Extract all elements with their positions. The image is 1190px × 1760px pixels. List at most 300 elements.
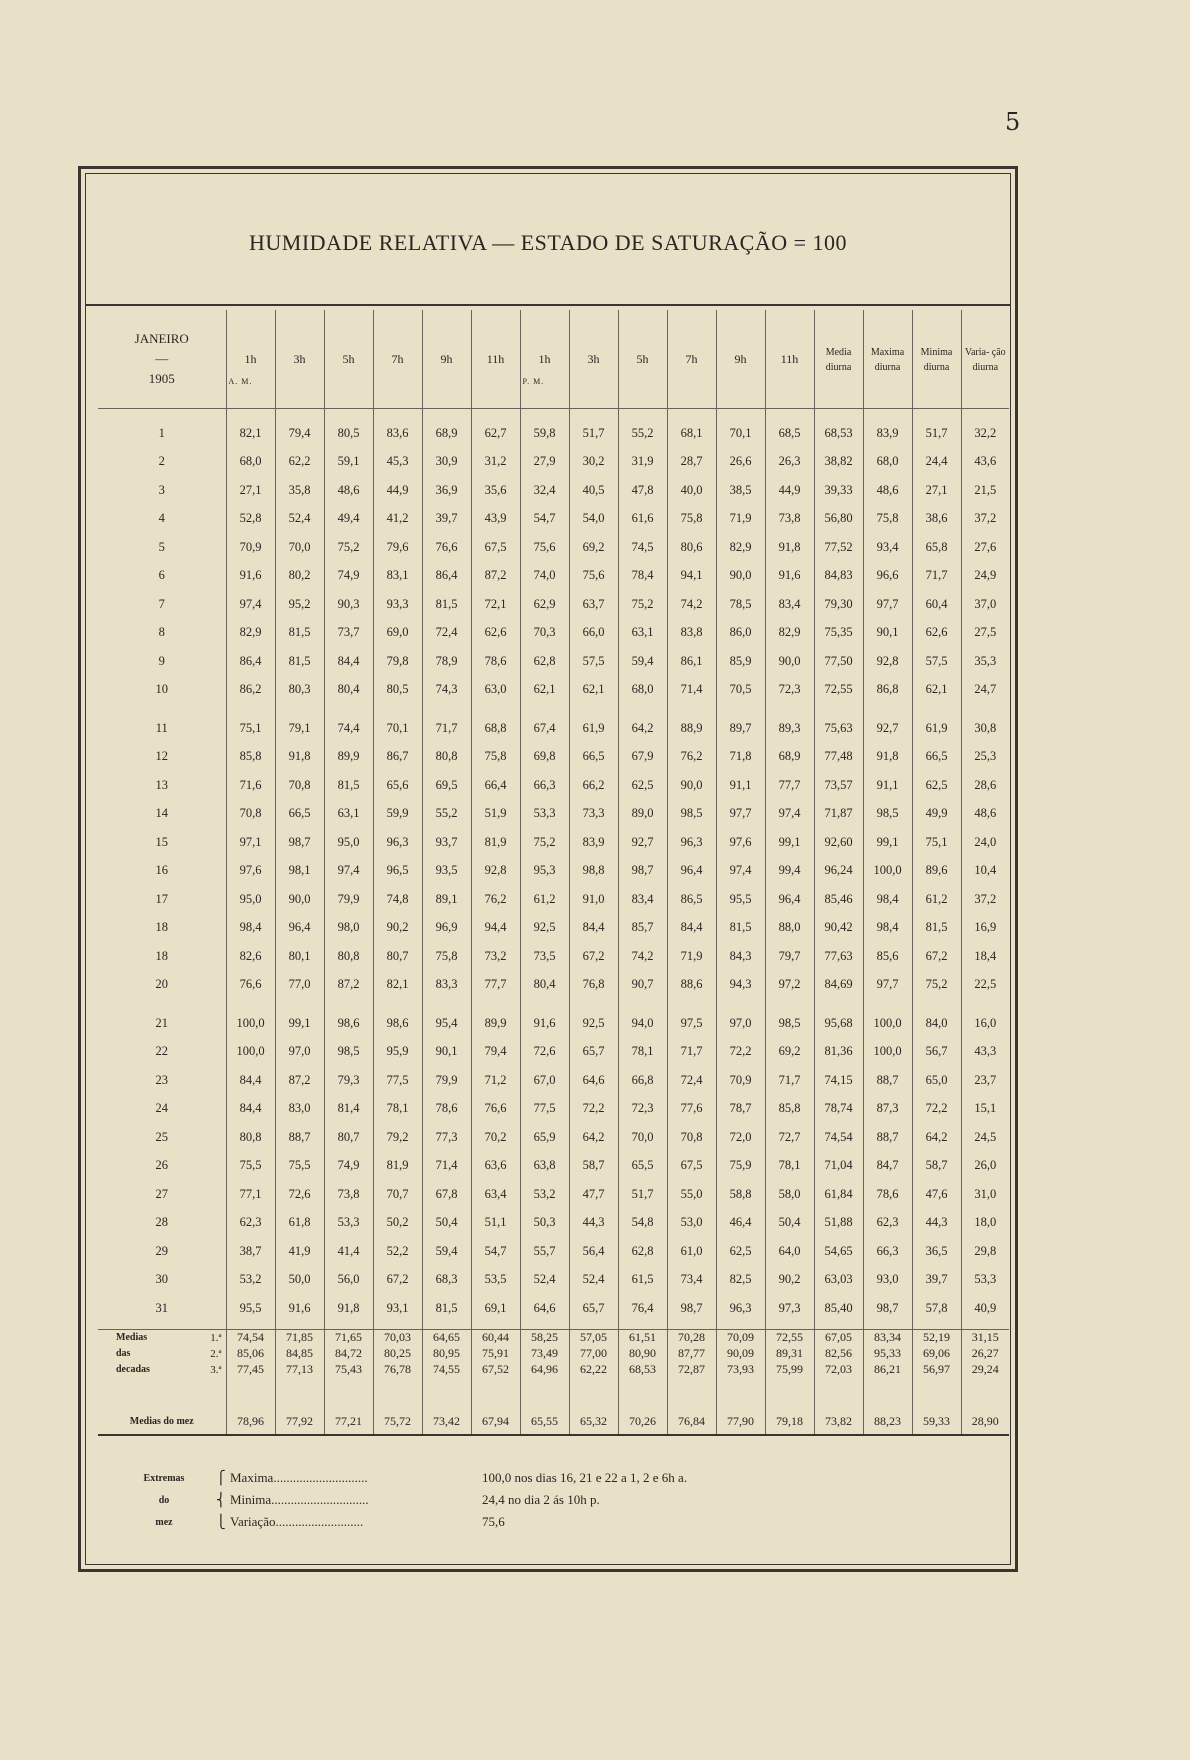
table-cell: 57,8 bbox=[912, 1294, 961, 1323]
table-cell: 80,95 bbox=[422, 1346, 471, 1362]
table-cell: 93,7 bbox=[422, 828, 471, 857]
spacer-row bbox=[98, 1378, 1009, 1410]
table-cell: 72,2 bbox=[716, 1038, 765, 1067]
table-row bbox=[98, 676, 1009, 705]
table-cell: 95,0 bbox=[324, 828, 373, 857]
table-cell: 89,9 bbox=[324, 743, 373, 772]
table-cell: 84,4 bbox=[226, 1066, 275, 1095]
extremas-variacao: mez ⎩ Variação........................... 75,6 bbox=[155, 1514, 505, 1529]
table-cell: 13 bbox=[155, 777, 168, 792]
table-cell: 86,21 bbox=[863, 1362, 912, 1378]
table-cell: 50,4 bbox=[765, 1209, 814, 1238]
hour-header: 7h bbox=[373, 310, 422, 409]
decade-row bbox=[98, 1329, 1009, 1346]
table-cell: 69,8 bbox=[520, 743, 569, 772]
table-cell: 89,31 bbox=[765, 1346, 814, 1362]
table-cell: 87,2 bbox=[324, 971, 373, 1000]
table-cell: 56,4 bbox=[569, 1237, 618, 1266]
table-cell: 14 bbox=[155, 806, 168, 821]
table-cell: 90,1 bbox=[422, 1038, 471, 1067]
table-cell: 11 bbox=[155, 720, 168, 735]
table-cell: 38,6 bbox=[912, 505, 961, 534]
table-cell: 65,9 bbox=[520, 1123, 569, 1152]
table-cell: 85,9 bbox=[716, 647, 765, 676]
table-cell: 80,8 bbox=[422, 743, 471, 772]
table-cell: 79,4 bbox=[471, 1038, 520, 1067]
table-cell: 72,4 bbox=[422, 619, 471, 648]
table-cell: 71,7 bbox=[912, 562, 961, 591]
table-cell: 74,15 bbox=[814, 1066, 863, 1095]
table-cell: 72,6 bbox=[275, 1180, 324, 1209]
table-cell: 76,4 bbox=[618, 1294, 667, 1323]
table-cell: 10,4 bbox=[961, 857, 1009, 886]
table-cell: 53,3 bbox=[520, 800, 569, 829]
table-cell: 47,7 bbox=[569, 1180, 618, 1209]
table-cell: 71,9 bbox=[716, 505, 765, 534]
table-cell: 71,7 bbox=[667, 1038, 716, 1067]
table-cell: 63,1 bbox=[618, 619, 667, 648]
table-title: HUMIDADE RELATIVA — ESTADO DE SATURAÇÃO = 100 bbox=[248, 230, 848, 255]
extremas-minima: do ⎨ Minima.............................. 24,4 no dia 2 ás 10h p. bbox=[158, 1492, 600, 1507]
table-cell: 31,9 bbox=[618, 448, 667, 477]
table-cell: 89,7 bbox=[716, 714, 765, 743]
table-cell: 27,1 bbox=[226, 476, 275, 505]
table-cell: 98,6 bbox=[324, 1009, 373, 1038]
table-cell: 66,3 bbox=[520, 771, 569, 800]
table-cell: 59,1 bbox=[324, 448, 373, 477]
table-cell: 70,28 bbox=[667, 1329, 716, 1346]
table-row bbox=[98, 476, 1009, 505]
month-dash: — bbox=[155, 351, 169, 366]
table-cell: 61,0 bbox=[667, 1237, 716, 1266]
table-cell: 90,2 bbox=[373, 914, 422, 943]
table-cell: 18 bbox=[155, 948, 168, 963]
table-cell: 79,30 bbox=[814, 590, 863, 619]
table-cell: 88,7 bbox=[863, 1066, 912, 1095]
table-cell: 86,4 bbox=[226, 647, 275, 676]
table-row bbox=[98, 1152, 1009, 1181]
table-cell: 90,3 bbox=[324, 590, 373, 619]
table-cell: 79,18 bbox=[765, 1410, 814, 1435]
table-cell: 77,0 bbox=[275, 971, 324, 1000]
table-cell: 77,1 bbox=[226, 1180, 275, 1209]
table-cell: 51,1 bbox=[471, 1209, 520, 1238]
table-cell: 81,4 bbox=[324, 1095, 373, 1124]
hour-header: 5h bbox=[618, 310, 667, 409]
table-cell: 63,7 bbox=[569, 590, 618, 619]
table-cell: 89,3 bbox=[765, 714, 814, 743]
table-row bbox=[98, 419, 1009, 448]
table-row bbox=[98, 971, 1009, 1000]
table-cell: 64,0 bbox=[765, 1237, 814, 1266]
table-cell: 84,83 bbox=[814, 562, 863, 591]
table-cell: 98,5 bbox=[324, 1038, 373, 1067]
table-cell: 61,9 bbox=[912, 714, 961, 743]
table-cell: 77,90 bbox=[716, 1410, 765, 1435]
page-number: 5 bbox=[1005, 108, 1021, 136]
table-cell: 51,9 bbox=[471, 800, 520, 829]
table-cell: 52,4 bbox=[275, 505, 324, 534]
hour-header: 3h bbox=[569, 310, 618, 409]
table-cell: 73,8 bbox=[765, 505, 814, 534]
table-cell: 24,0 bbox=[961, 828, 1009, 857]
table-row bbox=[98, 743, 1009, 772]
table-cell: 47,6 bbox=[912, 1180, 961, 1209]
table-cell: 32,4 bbox=[520, 476, 569, 505]
table-cell: 66,0 bbox=[569, 619, 618, 648]
table-cell: 71,7 bbox=[422, 714, 471, 743]
table-row bbox=[98, 1237, 1009, 1266]
table-cell: 71,2 bbox=[471, 1066, 520, 1095]
table-cell: 90,0 bbox=[716, 562, 765, 591]
table-cell: 62,5 bbox=[912, 771, 961, 800]
table-cell: 60,4 bbox=[912, 590, 961, 619]
table-cell: 69,0 bbox=[373, 619, 422, 648]
table-cell: 80,8 bbox=[324, 942, 373, 971]
table-cell: 88,6 bbox=[667, 971, 716, 1000]
table-cell: 77,21 bbox=[324, 1410, 373, 1435]
table-cell: 83,3 bbox=[422, 971, 471, 1000]
table-cell: 86,0 bbox=[716, 619, 765, 648]
table-cell: 39,7 bbox=[912, 1266, 961, 1295]
table-cell: 50,0 bbox=[275, 1266, 324, 1295]
table-cell: 28 bbox=[155, 1215, 168, 1230]
table-cell: 81,5 bbox=[716, 914, 765, 943]
table-cell: 69,5 bbox=[422, 771, 471, 800]
table-cell: 18 bbox=[155, 920, 168, 935]
table-cell: 80,25 bbox=[373, 1346, 422, 1362]
table-cell: 71,4 bbox=[422, 1152, 471, 1181]
table-cell: 50,3 bbox=[520, 1209, 569, 1238]
table-cell: 63,03 bbox=[814, 1266, 863, 1295]
table-row bbox=[98, 448, 1009, 477]
table-cell: 77,3 bbox=[422, 1123, 471, 1152]
table-cell: 84,0 bbox=[912, 1009, 961, 1038]
table-cell: 16 bbox=[155, 863, 168, 878]
table-cell: 77,48 bbox=[814, 743, 863, 772]
table-cell: 95,3 bbox=[520, 857, 569, 886]
table-cell: 44,3 bbox=[569, 1209, 618, 1238]
table-cell: 52,4 bbox=[569, 1266, 618, 1295]
table-cell: 71,6 bbox=[226, 771, 275, 800]
table-cell: 48,6 bbox=[961, 800, 1009, 829]
table-cell: 53,3 bbox=[324, 1209, 373, 1238]
table-cell: 39,33 bbox=[814, 476, 863, 505]
table-cell: 76,2 bbox=[667, 743, 716, 772]
table-cell: 53,0 bbox=[667, 1209, 716, 1238]
table-cell: 61,84 bbox=[814, 1180, 863, 1209]
table-cell: 30,9 bbox=[422, 448, 471, 477]
table-cell: 43,9 bbox=[471, 505, 520, 534]
table-row bbox=[98, 1038, 1009, 1067]
table-cell: 71,04 bbox=[814, 1152, 863, 1181]
table-cell: 75,6 bbox=[569, 562, 618, 591]
table-cell: 97,0 bbox=[275, 1038, 324, 1067]
table-cell: 75,2 bbox=[618, 590, 667, 619]
table-cell: 26 bbox=[155, 1158, 168, 1173]
table-cell: 63,8 bbox=[520, 1152, 569, 1181]
table-cell: 16,9 bbox=[961, 914, 1009, 943]
hour-header: 11h bbox=[765, 310, 814, 409]
table-cell: 28,6 bbox=[961, 771, 1009, 800]
table-cell: 9 bbox=[158, 653, 165, 668]
table-cell: 82,56 bbox=[814, 1346, 863, 1362]
table-cell: 91,1 bbox=[863, 771, 912, 800]
table-cell: 97,7 bbox=[863, 590, 912, 619]
table-cell: 98,5 bbox=[667, 800, 716, 829]
table-cell: 18,4 bbox=[961, 942, 1009, 971]
table-cell: 74,5 bbox=[618, 533, 667, 562]
table-cell: 57,05 bbox=[569, 1329, 618, 1346]
table-cell: 69,2 bbox=[569, 533, 618, 562]
table-cell: 2 bbox=[158, 454, 165, 469]
table-cell: 97,4 bbox=[765, 800, 814, 829]
table-cell: 80,90 bbox=[618, 1346, 667, 1362]
table-cell: 25,3 bbox=[961, 743, 1009, 772]
table-cell: 70,2 bbox=[471, 1123, 520, 1152]
table-cell: 95,0 bbox=[226, 885, 275, 914]
table-cell: 80,8 bbox=[226, 1123, 275, 1152]
table-cell: 65,8 bbox=[912, 533, 961, 562]
table-cell: 71,8 bbox=[716, 743, 765, 772]
table-cell: 71,87 bbox=[814, 800, 863, 829]
table-cell: 70,9 bbox=[226, 533, 275, 562]
humidity-table bbox=[98, 310, 1009, 1436]
table-cell: 67,2 bbox=[569, 942, 618, 971]
table-cell: 77,5 bbox=[373, 1066, 422, 1095]
table-cell: 70,0 bbox=[275, 533, 324, 562]
table-cell: 96,5 bbox=[373, 857, 422, 886]
table-cell: 18,0 bbox=[961, 1209, 1009, 1238]
table-cell: 71,85 bbox=[275, 1329, 324, 1346]
table-cell: 28,7 bbox=[667, 448, 716, 477]
table-row bbox=[98, 714, 1009, 743]
table-cell: 51,88 bbox=[814, 1209, 863, 1238]
table-cell: 82,9 bbox=[765, 619, 814, 648]
table-cell: 53,2 bbox=[226, 1266, 275, 1295]
table-row bbox=[98, 1095, 1009, 1124]
table-cell: 92,8 bbox=[471, 857, 520, 886]
table-cell: 82,1 bbox=[226, 419, 275, 448]
hour-header: 11h bbox=[471, 310, 520, 409]
table-cell: 61,51 bbox=[618, 1329, 667, 1346]
table-cell: 90,2 bbox=[765, 1266, 814, 1295]
table-row bbox=[98, 1294, 1009, 1323]
table-cell: 83,4 bbox=[765, 590, 814, 619]
table-cell: 55,2 bbox=[422, 800, 471, 829]
table-cell: 74,3 bbox=[422, 676, 471, 705]
table-cell: 84,4 bbox=[667, 914, 716, 943]
table-cell: 94,1 bbox=[667, 562, 716, 591]
table-cell: 95,9 bbox=[373, 1038, 422, 1067]
table-cell: 40,5 bbox=[569, 476, 618, 505]
table-cell: 91,8 bbox=[275, 743, 324, 772]
table-cell: 87,77 bbox=[667, 1346, 716, 1362]
table-row bbox=[98, 885, 1009, 914]
table-cell: 62,1 bbox=[569, 676, 618, 705]
table-cell: 98,5 bbox=[863, 800, 912, 829]
table-cell: 70,1 bbox=[373, 714, 422, 743]
table-cell: 78,6 bbox=[422, 1095, 471, 1124]
table-cell: 89,9 bbox=[471, 1009, 520, 1038]
table-cell: 75,8 bbox=[863, 505, 912, 534]
table-cell: 86,4 bbox=[422, 562, 471, 591]
table-cell: 21,5 bbox=[961, 476, 1009, 505]
table-cell: 57,5 bbox=[569, 647, 618, 676]
table-cell: 70,03 bbox=[373, 1329, 422, 1346]
table-cell: 62,1 bbox=[520, 676, 569, 705]
hour-header: 5h bbox=[324, 310, 373, 409]
table-cell: 51,7 bbox=[569, 419, 618, 448]
table-cell: 67,5 bbox=[471, 533, 520, 562]
month-header bbox=[98, 310, 226, 409]
table-cell: 76,78 bbox=[373, 1362, 422, 1378]
table-cell: 78,1 bbox=[765, 1152, 814, 1181]
table-cell: 32,2 bbox=[961, 419, 1009, 448]
table-cell: 62,3 bbox=[226, 1209, 275, 1238]
table-cell: 58,0 bbox=[765, 1180, 814, 1209]
table-cell: 72,87 bbox=[667, 1362, 716, 1378]
table-cell: 98,4 bbox=[226, 914, 275, 943]
table-cell: 59,33 bbox=[912, 1410, 961, 1435]
table-cell: 92,5 bbox=[569, 1009, 618, 1038]
table-cell: 38,7 bbox=[226, 1237, 275, 1266]
table-row bbox=[98, 590, 1009, 619]
table-cell: 44,9 bbox=[373, 476, 422, 505]
maxima-header: Maxima diurna bbox=[863, 310, 912, 409]
table-cell: 31 bbox=[155, 1300, 168, 1315]
table-cell: 26,0 bbox=[961, 1152, 1009, 1181]
table-cell: 74,54 bbox=[226, 1329, 275, 1346]
table-cell: 65,55 bbox=[520, 1410, 569, 1435]
table-cell: 62,8 bbox=[520, 647, 569, 676]
table-cell: 73,2 bbox=[471, 942, 520, 971]
table-cell: 63,6 bbox=[471, 1152, 520, 1181]
table-cell: 39,7 bbox=[422, 505, 471, 534]
table-cell: 79,8 bbox=[373, 647, 422, 676]
table-cell: 90,42 bbox=[814, 914, 863, 943]
table-cell: 70,09 bbox=[716, 1329, 765, 1346]
variacao-header: Varia- ção diurna bbox=[961, 310, 1009, 409]
table-cell: 68,0 bbox=[226, 448, 275, 477]
table-cell: 74,9 bbox=[324, 562, 373, 591]
table-cell: 35,3 bbox=[961, 647, 1009, 676]
table-cell: 75,63 bbox=[814, 714, 863, 743]
table-cell: 62,22 bbox=[569, 1362, 618, 1378]
table-cell: 56,80 bbox=[814, 505, 863, 534]
table-row bbox=[98, 857, 1009, 886]
table-cell: 57,5 bbox=[912, 647, 961, 676]
table-cell: 67,94 bbox=[471, 1410, 520, 1435]
table-cell: 21 bbox=[155, 1015, 168, 1030]
table-cell: 75,9 bbox=[716, 1152, 765, 1181]
table-row bbox=[98, 505, 1009, 534]
table-cell: 66,3 bbox=[863, 1237, 912, 1266]
table-cell: 74,2 bbox=[667, 590, 716, 619]
spacer-row bbox=[98, 409, 1009, 420]
table-cell: 81,9 bbox=[373, 1152, 422, 1181]
table-cell: 84,4 bbox=[226, 1095, 275, 1124]
table-cell: 75,8 bbox=[422, 942, 471, 971]
table-cell: 85,06 bbox=[226, 1346, 275, 1362]
table-cell: 62,5 bbox=[716, 1237, 765, 1266]
table-row bbox=[98, 562, 1009, 591]
table-cell: 97,4 bbox=[716, 857, 765, 886]
table-cell: 27,5 bbox=[961, 619, 1009, 648]
table-cell: 1 bbox=[158, 425, 165, 440]
table-cell: 54,0 bbox=[569, 505, 618, 534]
table-cell: 82,6 bbox=[226, 942, 275, 971]
table-cell: 54,7 bbox=[471, 1237, 520, 1266]
table-cell: 91,8 bbox=[765, 533, 814, 562]
decade-label: decadas 3.ª bbox=[116, 1363, 222, 1376]
table-cell: 78,1 bbox=[373, 1095, 422, 1124]
table-cell: 27 bbox=[155, 1186, 168, 1201]
table-cell: 70,5 bbox=[716, 676, 765, 705]
table-cell: 87,3 bbox=[863, 1095, 912, 1124]
table-cell: 89,0 bbox=[618, 800, 667, 829]
table-cell: 61,2 bbox=[912, 885, 961, 914]
table-cell: 74,54 bbox=[814, 1123, 863, 1152]
table-cell: 62,2 bbox=[275, 448, 324, 477]
table-cell: 29 bbox=[155, 1243, 168, 1258]
table-cell: 68,1 bbox=[667, 419, 716, 448]
table-cell: 86,1 bbox=[667, 647, 716, 676]
hour-header: 3h bbox=[275, 310, 324, 409]
table-row bbox=[98, 647, 1009, 676]
table-cell: 71,9 bbox=[667, 942, 716, 971]
table-cell: 91,6 bbox=[765, 562, 814, 591]
table-cell: 93,1 bbox=[373, 1294, 422, 1323]
hour-header: 9h bbox=[716, 310, 765, 409]
hour-header: 1h A. M. bbox=[226, 310, 275, 409]
table-cell: 77,50 bbox=[814, 647, 863, 676]
table-cell: 79,6 bbox=[373, 533, 422, 562]
table-cell: 69,1 bbox=[471, 1294, 520, 1323]
table-cell: 98,7 bbox=[863, 1294, 912, 1323]
year-label: 1905 bbox=[148, 371, 175, 386]
table-cell: 96,6 bbox=[863, 562, 912, 591]
table-cell: 75,1 bbox=[912, 828, 961, 857]
table-cell: 28,90 bbox=[961, 1410, 1009, 1435]
table-cell: 91,8 bbox=[863, 743, 912, 772]
table-cell: 75,8 bbox=[667, 505, 716, 534]
table-cell: 77,7 bbox=[471, 971, 520, 1000]
table-cell: 3 bbox=[158, 482, 165, 497]
table-row bbox=[98, 1066, 1009, 1095]
table-cell: 68,5 bbox=[765, 419, 814, 448]
table-cell: 67,0 bbox=[520, 1066, 569, 1095]
table-cell: 71,7 bbox=[765, 1066, 814, 1095]
table-row bbox=[98, 1266, 1009, 1295]
table-cell: 73,82 bbox=[814, 1410, 863, 1435]
table-cell: 95,5 bbox=[226, 1294, 275, 1323]
table-cell: 69,06 bbox=[912, 1346, 961, 1362]
table-cell: 79,2 bbox=[373, 1123, 422, 1152]
table-cell: 83,0 bbox=[275, 1095, 324, 1124]
table-cell: 75,2 bbox=[324, 533, 373, 562]
table-cell: 63,0 bbox=[471, 676, 520, 705]
table-cell: 87,2 bbox=[275, 1066, 324, 1095]
table-cell: 75,2 bbox=[912, 971, 961, 1000]
table-cell: 26,27 bbox=[961, 1346, 1009, 1362]
table-cell: 81,5 bbox=[912, 914, 961, 943]
title-rule bbox=[86, 304, 1010, 306]
table-cell: 50,2 bbox=[373, 1209, 422, 1238]
table-cell: 90,0 bbox=[275, 885, 324, 914]
table-cell: 62,6 bbox=[912, 619, 961, 648]
table-cell: 5 bbox=[158, 539, 165, 554]
